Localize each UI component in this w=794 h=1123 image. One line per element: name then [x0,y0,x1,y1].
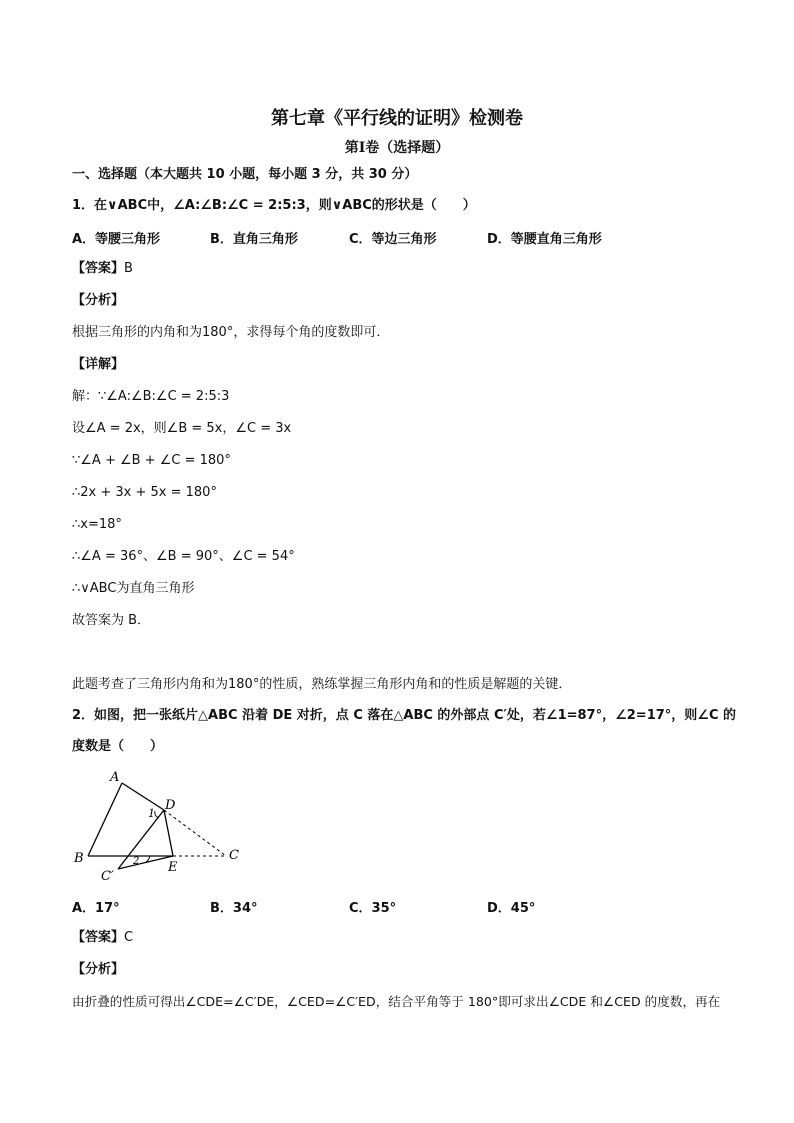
q1-detail-label: 【详解】 [72,357,125,372]
q1-option-a: A．等腰三角形 [72,232,161,247]
q1-step-8: 故答案为 B． [72,613,151,628]
segment-dc-dashed [164,810,226,856]
label-b: B [74,851,84,866]
q1-step-7: ∴∨ABC为直角三角形 [72,581,195,596]
q1-step-5: ∴x=18° [72,517,122,532]
q1-step-2: 设∠A = 2x，则∠B = 5x，∠C = 3x [72,421,292,436]
q2-analysis-label: 【分析】 [72,962,125,977]
q1-option-d: D．等腰直角三角形 [487,232,602,247]
q2-analysis: 由折叠的性质可得出∠CDE=∠C′DE，∠CED=∠C′ED，结合平角等于 180°即可求出∠CDE 和∠CED 的度数，再在 [72,994,721,1009]
label-d: D [165,798,176,813]
section-heading: 一、选择题（本大题共 10 小题，每小题 3 分，共 30 分） [72,167,418,182]
q2-option-b: B．34° [210,901,258,916]
segment-ab [88,783,122,856]
label-e: E [168,860,178,875]
q1-comment: 此题考查了三角形内角和为180°的性质，熟练掌握三角形内角和的性质是解题的关键． [72,677,572,692]
segment-ad [122,783,164,810]
q1-step-3: ∵∠A + ∠B + ∠C = 180° [72,453,231,468]
q1-analysis: 根据三角形的内角和为180°，求得每个角的度数即可． [72,325,390,340]
label-a: A [110,770,120,785]
q1-step-1: 解：∵∠A:∠B:∠C = 2:5:3 [72,389,230,404]
label-cprime: C′ [101,869,114,884]
q2-stem-line2: 度数是（ ） [72,739,164,754]
q1-step-4: ∴2x + 3x + 5x = 180° [72,485,217,500]
q1-step-6: ∴∠A = 36°、∠B = 90°、∠C = 54° [72,549,295,564]
q2-option-a: A．17° [72,901,120,916]
q2-answer-value: C [124,930,134,945]
segment-de [164,810,173,856]
label-c: C [229,848,239,863]
page-subtitle: 第Ⅰ卷（选择题） [344,140,450,156]
q2-option-c: C．35° [349,901,397,916]
label-angle-1: 1 [148,807,155,820]
q1-answer-label: 【答案】 [72,261,125,276]
q1-stem: 1．在∨ABC中，∠A:∠B:∠C = 2:5:3，则∨ABC的形状是（ ） [72,198,476,213]
label-angle-2: 2 [133,856,140,867]
triangle-fold-figure [70,765,260,885]
q2-stem-line1: 2．如图，把一张纸片△ABC 沿着 DE 对折，点 C 落在△ABC 的外部点 C′处，若∠1=87°，∠2=17°，则∠C 的 [72,708,737,723]
q1-option-c: C．等边三角形 [349,232,437,247]
page-title: 第七章《平行线的证明》检测卷 [271,108,523,129]
q2-answer [72,929,133,947]
q2-option-d: D．45° [487,901,536,916]
q1-answer [72,260,133,278]
q1-option-b: B．直角三角形 [210,232,298,247]
q2-answer-label: 【答案】 [72,930,125,945]
angle-1-arc [155,811,158,818]
q1-analysis-label: 【分析】 [72,293,125,308]
q1-answer-value: B [124,261,133,276]
